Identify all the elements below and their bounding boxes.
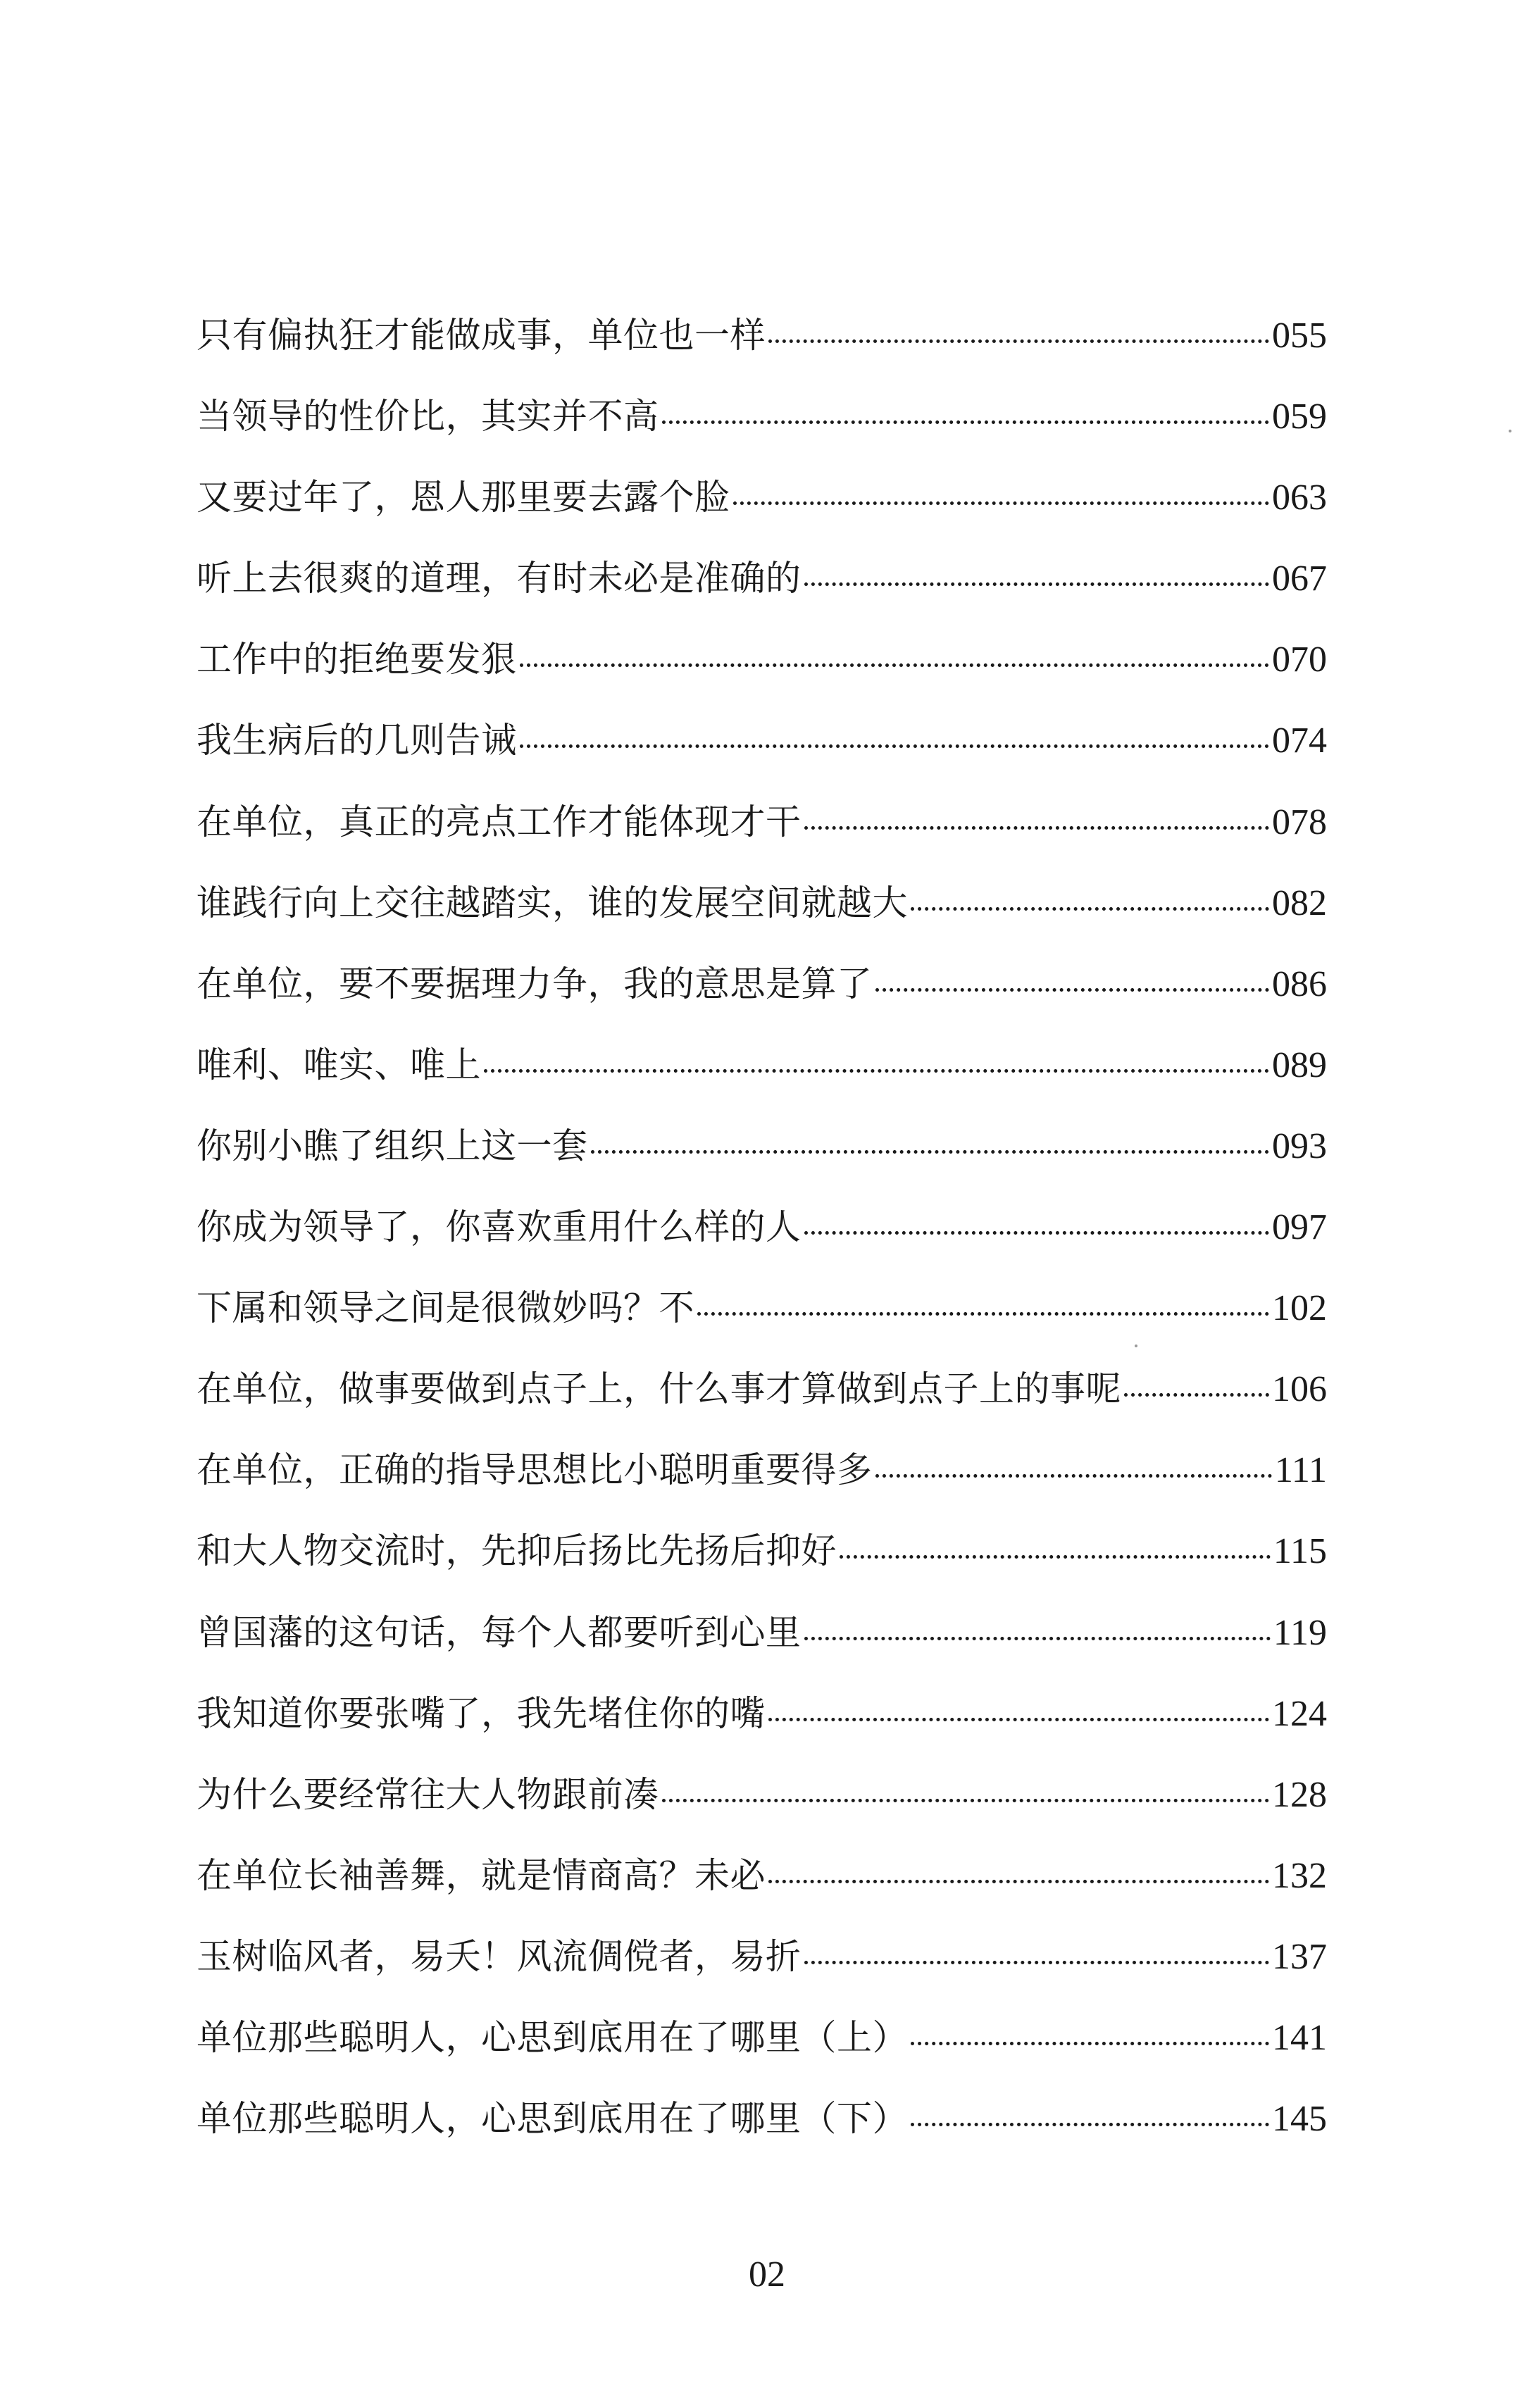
toc-entry-page: 106 [1272,1369,1327,1410]
toc-entry-page: 145 [1272,2099,1327,2140]
toc-entry-page: 128 [1272,1774,1327,1815]
toc-entry-page: 063 [1272,478,1327,518]
dot-leader [804,1961,1270,1964]
toc-entry[interactable] [197,1673,1327,1754]
toc-entry[interactable] [197,1754,1327,1835]
toc-entry[interactable] [197,1106,1327,1187]
dot-leader [804,826,1270,830]
toc-entry[interactable] [197,1430,1327,1511]
toc-entry[interactable] [197,1268,1327,1349]
toc-entry[interactable] [197,863,1327,944]
toc-entry[interactable] [197,1025,1327,1106]
toc-entry-page: 070 [1272,640,1327,680]
dot-leader [804,1637,1271,1640]
toc-entry-page: 093 [1272,1125,1327,1166]
toc-entry-title: 我知道你要张嘴了，我先堵住你的嘴 [197,1692,766,1734]
toc-entry[interactable] [197,295,1327,376]
toc-entry-title: 又要过年了，恩人那里要去露个脸 [197,477,730,518]
toc-entry-title: 在单位，正确的指导思想比小聪明重要得多 [197,1449,873,1491]
toc-entry-title: 下属和领导之间是很微妙吗？不 [197,1287,694,1329]
toc-entry[interactable] [197,376,1327,457]
toc-entry[interactable] [197,944,1327,1025]
toc-entry-page: 141 [1272,2017,1327,2058]
toc-entry[interactable] [197,782,1327,863]
page-number: 02 [749,2254,785,2295]
toc-entry[interactable] [197,1592,1327,1673]
toc-entry-page: 137 [1272,1936,1327,1977]
toc-entry[interactable] [197,619,1327,700]
table-of-contents [197,295,1327,2159]
toc-entry[interactable] [197,1835,1327,1916]
toc-entry-title: 和大人物交流时，先抑后扬比先扬后抑好 [197,1530,837,1572]
toc-entry[interactable] [197,1916,1327,1997]
toc-entry-page: 067 [1272,559,1327,599]
toc-entry-title: 在单位，真正的亮点工作才能体现才干 [197,801,802,842]
toc-entry-title: 谁践行向上交往越踏实，谁的发展空间就越大 [197,882,908,923]
dot-leader [662,1799,1270,1802]
toc-entry-page: 115 [1273,1531,1327,1572]
toc-entry-page: 055 [1272,316,1327,356]
toc-entry-page: 082 [1272,882,1327,923]
toc-entry-title: 你别小瞧了组织上这一套 [197,1125,588,1166]
toc-entry-page: 111 [1274,1450,1327,1491]
dot-leader [768,339,1269,343]
toc-entry-title: 玉树临风者，易夭！风流倜傥者，易折 [197,1935,802,1977]
toc-entry-page: 074 [1272,720,1327,761]
dot-leader [804,582,1270,586]
toc-entry-title: 工作中的拒绝要发狠 [197,639,517,680]
toc-entry-title: 当领导的性价比，其实并不高 [197,396,659,437]
toc-entry[interactable] [197,1511,1327,1592]
toc-entry-title: 为什么要经常往大人物跟前凑 [197,1773,659,1815]
toc-entry-page: 124 [1272,1693,1327,1734]
toc-entry-page: 059 [1272,397,1327,437]
toc-entry-page: 086 [1272,963,1327,1004]
toc-entry-title: 在单位，做事要做到点子上，什么事才算做到点子上的事呢 [197,1368,1121,1410]
dot-leader [875,988,1270,992]
toc-entry-title: 在单位长袖善舞，就是情商高？未必 [197,1854,766,1896]
toc-entry-title: 我生病后的几则告诫 [197,720,517,761]
dot-leader [662,420,1270,424]
dot-leader [484,1069,1269,1073]
toc-entry-title: 单位那些聪明人，心思到底用在了哪里（上） [197,2016,908,2058]
toc-entry[interactable] [197,2078,1327,2159]
toc-entry-title: 单位那些聪明人，心思到底用在了哪里（下） [197,2098,908,2140]
dot-leader [520,744,1270,748]
dot-leader [733,501,1270,505]
toc-entry[interactable] [197,1187,1327,1268]
toc-entry-title: 听上去很爽的道理，有时未必是准确的 [197,558,802,599]
toc-entry[interactable] [197,538,1327,619]
toc-entry-title: 曾国藩的这句话，每个人都要听到心里 [197,1611,802,1653]
toc-entry[interactable] [197,700,1327,781]
dot-leader [768,1880,1269,1883]
toc-entry-page: 119 [1273,1612,1327,1653]
dot-leader [520,663,1270,667]
dot-leader [804,1231,1270,1235]
scan-speck [1135,1345,1137,1347]
toc-entry-title: 唯利、唯实、唯上 [197,1044,481,1085]
toc-entry-page: 102 [1272,1288,1327,1329]
toc-entry-title: 你成为领导了，你喜欢重用什么样的人 [197,1206,802,1248]
dot-leader [591,1150,1270,1154]
dot-leader [1124,1393,1269,1397]
dot-leader [911,907,1269,911]
dot-leader [875,1474,1272,1478]
toc-entry-page: 089 [1272,1044,1327,1085]
toc-entry[interactable] [197,1997,1327,2078]
dot-leader [840,1555,1271,1559]
dot-leader [768,1718,1269,1721]
toc-entry-title: 只有偏执狂才能做成事，单位也一样 [197,315,766,356]
toc-entry-page: 132 [1272,1855,1327,1896]
dot-leader [911,2123,1269,2126]
toc-entry-page: 097 [1272,1207,1327,1248]
scan-speck [1509,430,1511,432]
dot-leader [911,2042,1269,2045]
dot-leader [697,1312,1269,1316]
toc-entry[interactable] [197,457,1327,538]
toc-entry-page: 078 [1272,801,1327,842]
toc-entry[interactable] [197,1349,1327,1430]
toc-entry-title: 在单位，要不要据理力争，我的意思是算了 [197,963,873,1004]
